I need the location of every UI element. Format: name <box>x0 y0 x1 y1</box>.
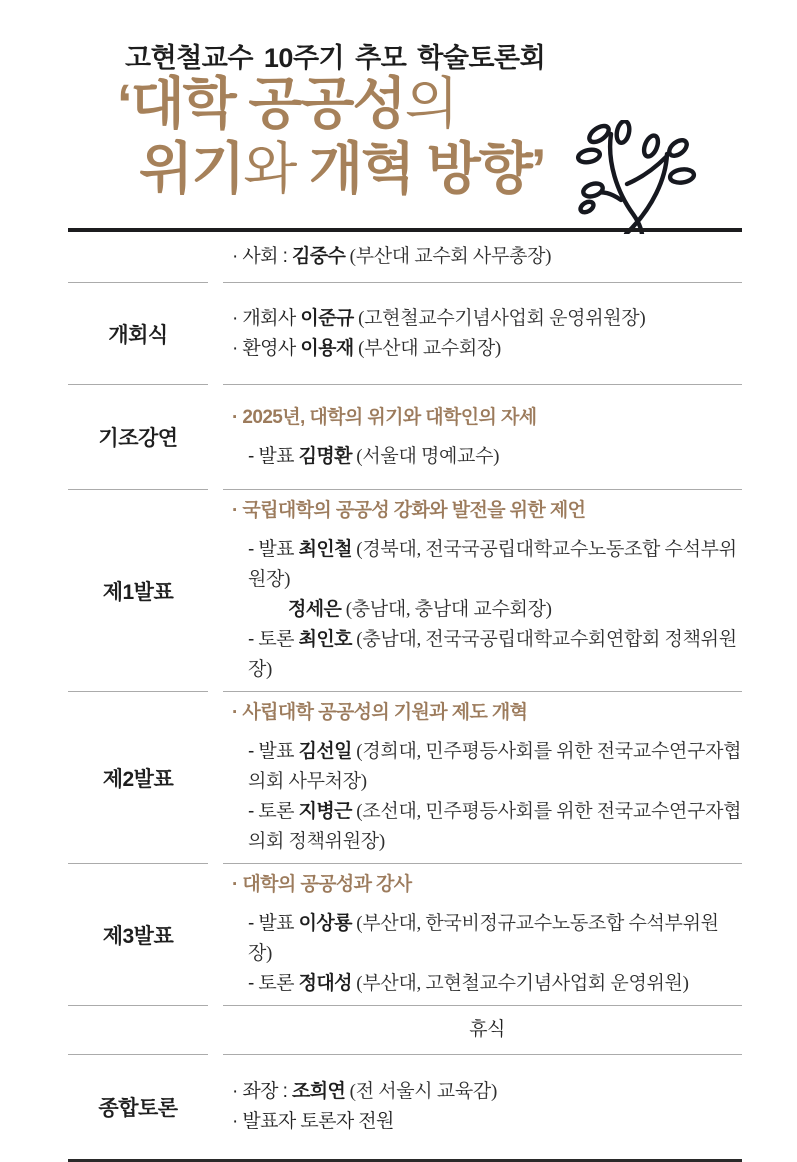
row-divider <box>68 1005 742 1006</box>
title-text-part: ‘ <box>117 72 131 135</box>
divider-segment <box>208 1054 223 1055</box>
program-row <box>68 232 742 282</box>
text-part: 이준규 <box>300 307 354 329</box>
text-part: · 사회 : <box>232 246 292 267</box>
section-content <box>223 298 742 370</box>
divider-segment <box>208 384 223 385</box>
section-label: 제1발표 <box>102 580 174 604</box>
main-title-line1 <box>117 72 544 137</box>
text-part: (충남대, 전국국공립대학교수회연합회 정책위원장) <box>248 629 737 680</box>
text-part: · 대학의 공공성과 강사 <box>232 874 412 895</box>
section-content <box>223 1009 742 1051</box>
text-part: (충남대, 충남대 교수회장) <box>341 599 552 620</box>
divider-segment <box>68 863 208 864</box>
text-part: (서울대 명예교수) <box>351 445 500 467</box>
section-content <box>223 397 742 478</box>
title-text-part: 와 <box>243 136 296 200</box>
text-part: - 발표 <box>248 913 299 934</box>
text-part: 정대성 <box>298 973 352 994</box>
text-part: · 사립대학 공공성의 기원과 제도 개혁 <box>232 702 528 723</box>
text-part: 정세은 <box>288 599 342 620</box>
program-line <box>232 403 742 433</box>
divider-segment <box>223 384 742 385</box>
program-line <box>232 442 742 472</box>
program-line <box>232 698 742 728</box>
branch-leaves-icon <box>571 120 703 239</box>
text-part: - 토론 <box>248 973 299 994</box>
section-content <box>223 236 742 278</box>
program-line <box>232 496 742 526</box>
section-label: 기조강연 <box>98 427 178 450</box>
event-label: 고현철교수 10주기 추모 학술토론회 <box>125 43 546 73</box>
program-line <box>232 1107 742 1137</box>
divider-segment <box>223 1054 742 1055</box>
row-divider <box>68 282 742 283</box>
text-part: · 발표자 토론자 전원 <box>232 1111 394 1132</box>
program-line <box>232 1015 742 1045</box>
program-line <box>232 909 742 969</box>
program-line <box>232 595 742 625</box>
divider-segment <box>208 1005 223 1006</box>
divider-segment <box>68 1005 208 1006</box>
text-part: (경북대, 전국국공립대학교수노동조합 수석부위원장) <box>248 539 737 590</box>
poster-header <box>0 0 797 232</box>
section-label: 제3발표 <box>102 924 174 948</box>
text-part: 김중수 <box>291 246 346 267</box>
text-part: - 토론 <box>248 629 299 650</box>
row-divider <box>68 384 742 385</box>
text-part: 최인철 <box>298 539 352 560</box>
program-line <box>232 242 742 272</box>
divider-segment <box>208 691 223 692</box>
text-part: · 국립대학의 공공성 강화와 발전을 위한 제언 <box>232 500 586 521</box>
text-part: (부산대, 한국비정규교수노동조합 수석부위원장) <box>248 913 719 964</box>
text-part: · 좌장 : <box>232 1081 292 1102</box>
divider-segment <box>208 282 223 283</box>
row-divider <box>68 1054 742 1055</box>
main-title <box>117 72 544 202</box>
text-part: (전 서울시 교육감) <box>345 1081 498 1102</box>
program-line <box>232 304 742 334</box>
program-line <box>232 870 742 900</box>
section-content <box>223 490 742 691</box>
text-part: · 개회사 <box>232 307 301 329</box>
text-part: 김선일 <box>298 741 352 762</box>
section-label: 제2발표 <box>102 767 174 791</box>
text-part: - 발표 <box>248 445 299 467</box>
text-part: - 발표 <box>248 741 299 762</box>
section-label: 종합토론 <box>98 1097 178 1120</box>
text-part: 최인호 <box>298 629 352 650</box>
text-part: (부산대 교수회장) <box>353 337 501 359</box>
program-row <box>68 1006 742 1054</box>
program-row <box>68 490 742 691</box>
section-label: 개회식 <box>108 323 168 347</box>
divider-segment <box>68 282 208 283</box>
program-line <box>232 625 742 685</box>
text-part: (경희대, 민주평등사회를 위한 전국교수연구자협의회 사무처장) <box>248 741 742 792</box>
text-part: - 발표 <box>248 539 299 560</box>
text-part: (조선대, 민주평등사회를 위한 전국교수연구자협의회 정책위원장) <box>248 801 742 852</box>
section-content <box>223 692 742 863</box>
program-line <box>232 797 742 857</box>
divider-segment <box>68 1054 208 1055</box>
divider-segment <box>208 863 223 864</box>
program-row <box>68 385 742 489</box>
program-table <box>68 228 742 1162</box>
text-part: · 환영사 <box>232 337 301 359</box>
text-part: - 토론 <box>248 801 299 822</box>
title-text-part: ’ <box>530 136 545 200</box>
text-part: (부산대 교수회 사무총장) <box>345 246 552 267</box>
program-line <box>232 334 742 364</box>
program-rows <box>68 232 742 1159</box>
program-row <box>68 864 742 1005</box>
section-content <box>223 864 742 1005</box>
program-line <box>232 535 742 595</box>
text-part: (고현철교수기념사업회 운영위원장) <box>353 307 646 329</box>
program-line <box>232 737 742 797</box>
text-part: 휴식 <box>469 1019 505 1040</box>
title-text-part: 의 <box>404 72 457 135</box>
text-part: (부산대, 고현철교수기념사업회 운영위원) <box>351 973 689 994</box>
title-text-part: 위기 <box>139 136 244 200</box>
divider-segment <box>208 489 223 490</box>
program-row <box>68 283 742 384</box>
text-part: 이상룡 <box>298 913 352 934</box>
divider-segment <box>68 384 208 385</box>
divider-segment <box>68 489 208 490</box>
text-part: 김명환 <box>298 445 352 467</box>
text-part: 지병근 <box>298 801 352 822</box>
main-title-line2 <box>139 137 544 202</box>
title-text-part: 개혁 방향 <box>295 136 531 200</box>
divider-segment <box>223 282 742 283</box>
title-text-part: 대학 공공성 <box>130 72 405 135</box>
program-row <box>68 1055 742 1159</box>
program-line <box>232 1077 742 1107</box>
program-line <box>232 969 742 999</box>
text-part: 조희연 <box>291 1081 346 1102</box>
text-part: · 2025년, 대학의 위기와 대학인의 자세 <box>232 406 537 428</box>
program-row <box>68 692 742 863</box>
divider-segment <box>68 691 208 692</box>
divider-segment <box>223 1005 742 1006</box>
text-part: 이용재 <box>300 337 354 359</box>
section-content <box>223 1071 742 1143</box>
